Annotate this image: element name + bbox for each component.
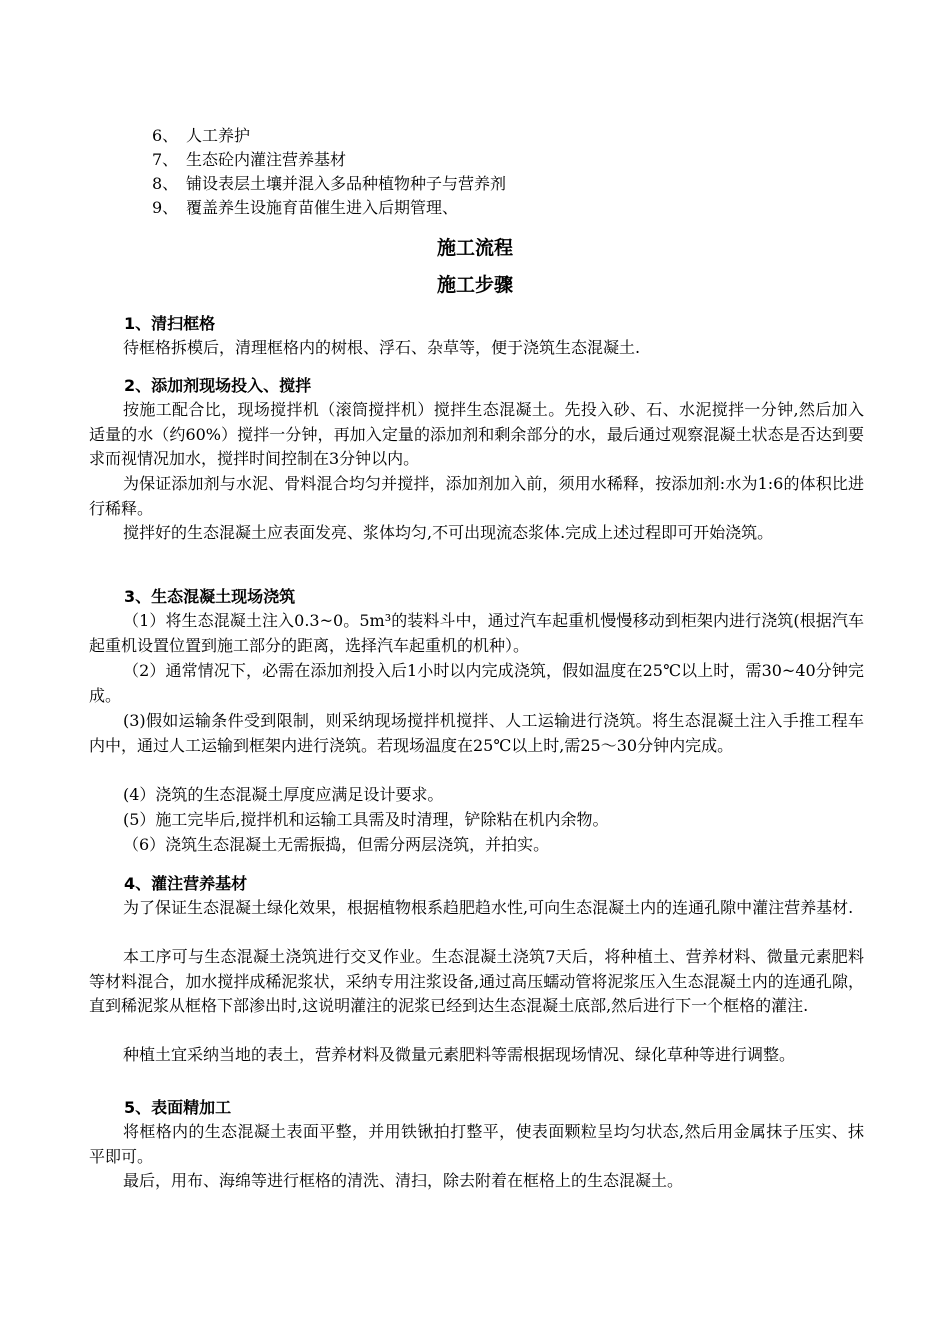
section-title: 4、灌注营养基材 [124,874,248,893]
list-item-text: 生态砼内灌注营养基材 [186,150,347,169]
section-title: 1、清扫框格 [124,314,216,333]
paragraph: 为保证添加剂与水泥、骨料混合均匀并搅拌，添加剂加入前，须用水稀释，按添加剂:水为1:6的体积比进行稀释。 [89,474,864,518]
heading-construction-flow: 施工流程 [436,237,513,259]
list-item [152,124,250,148]
list-item-number: 8、 [152,174,179,193]
list-item [152,172,506,196]
list-item [152,148,346,172]
paragraph: 搅拌好的生态混凝土应表面发亮、浆体均匀,不可出现流态浆体.完成上述过程即可开始浇筑。 [123,523,774,542]
paragraph: 按施工配合比，现场搅拌机（滚筒搅拌机）搅拌生态混凝土。先投入砂、石、水泥搅拌一分钟,然后加入适量的水（约60%）搅拌一分钟，再加入定量的添加剂和剩余部分的水，最后通过观察混凝土状态是否达到要求而视情况加水，搅拌时间控制在3分钟以内。 [89,400,864,468]
list-item-number: 7、 [152,150,179,169]
list-item-text: 铺设表层土壤并混入多品种植物种子与营养剂 [186,174,507,193]
list-item-number: 9、 [152,198,179,217]
paragraph: (5）施工完毕后,搅拌机和运输工具需及时清理，铲除粘在机内余物。 [123,810,609,829]
list-item-text: 人工养护 [186,126,251,145]
heading-construction-steps: 施工步骤 [436,274,513,296]
section-title: 5、表面精加工 [124,1098,232,1117]
paragraph: （6）浇筑生态混凝土无需振捣，但需分两层浇筑，并拍实。 [123,835,550,854]
paragraph: 为了保证生态混凝土绿化效果，根据植物根系趋肥趋水性,可向生态混凝土内的连通孔隙中灌注营养基材. [123,898,854,917]
list-item [152,196,458,220]
paragraph: (3)假如运输条件受到限制，则采纳现场搅拌机搅拌、人工运输进行浇筑。将生态混凝土注入手推工程车内中，通过人工运输到框架内进行浇筑。若现场温度在25℃以上时,需25～30分钟内完成。 [89,711,864,755]
paragraph: 待框格拆模后，清理框格内的树根、浮石、杂草等，便于浇筑生态混凝土. [123,338,641,357]
paragraph: 种植土宜采纳当地的表土，营养材料及微量元素肥料等需根据现场情况、绿化草种等进行调整。 [123,1045,796,1064]
section-title: 3、生态混凝土现场浇筑 [124,587,296,606]
paragraph: 最后，用布、海绵等进行框格的清洗、清扫，除去附着在框格上的生态混凝土。 [123,1171,684,1190]
paragraph: 本工序可与生态混凝土浇筑进行交叉作业。生态混凝土浇筑7天后，将种植土、营养材料、微量元素肥料等材料混合，加水搅拌成稀泥浆状，采纳专用注浆设备,通过高压蠕动管将泥浆压入生态混凝土内的连通孔隙，直到稀泥浆从框格下部渗出时,这说明灌注的泥浆已经到达生态混凝土底部,然后进行下一个框格的灌注. [89,947,864,1015]
paragraph: 将框格内的生态混凝土表面平整，并用铁锹拍打整平，使表面颗粒呈均匀状态,然后用金属抹子压实、抹平即可。 [89,1122,864,1166]
paragraph: (4）浇筑的生态混凝土厚度应满足设计要求。 [123,785,444,804]
paragraph: （2）通常情况下，必需在添加剂投入后1小时以内完成浇筑，假如温度在25℃以上时，需30~40分钟完成。 [89,661,864,705]
list-item-text: 覆盖养生设施育苗催生进入后期管理、 [186,198,459,217]
list-item-number: 6、 [152,126,179,145]
paragraph: （1）将生态混凝土注入0.3~0。5m³的装料斗中，通过汽车起重机慢慢移动到柜架内进行浇筑(根据汽车起重机设置位置到施工部分的距离，选择汽车起重机的机种）。 [89,611,864,655]
section-title: 2、添加剂现场投入、搅拌 [124,376,312,395]
